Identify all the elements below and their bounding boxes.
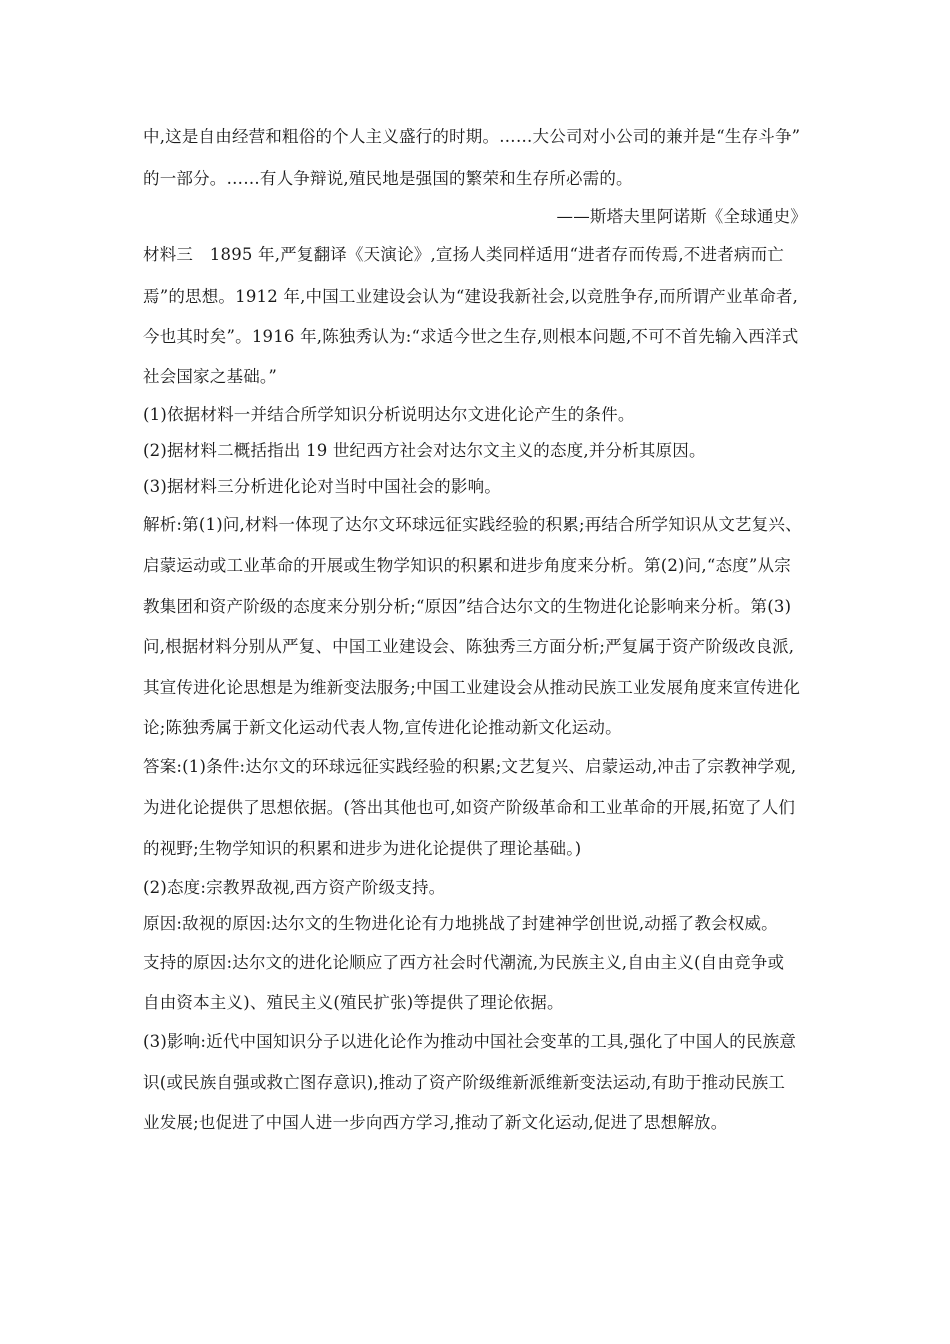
material-three-line-3: 今也其时矣”。1916 年,陈独秀认为:“求适今世之生存,则根本问题,不可不首先输入西洋式 (143, 327, 799, 346)
answer-line-1: 答案:(1)条件:达尔文的环球远征实践经验的积累;文艺复兴、启蒙运动,冲击了宗教神学观, (143, 757, 797, 776)
answer-line-3: 的视野;生物学知识的积累和进步为进化论提供了理论基础。) (143, 839, 582, 858)
answer-line-9: 识(或民族自强或救亡图存意识),推动了资产阶级维新派维新变法运动,有助于推动民族工 (143, 1073, 786, 1092)
analysis-line-3: 教集团和资产阶级的态度来分别分析;“原因”结合达尔文的生物进化论影响来分析。第(3) (143, 597, 792, 616)
answer-line-5: 原因:敌视的原因:达尔文的生物进化论有力地挑战了封建神学创世说,动摇了教会权威。 (143, 914, 778, 933)
material-two-line-2: 的一部分。……有人争辩说,殖民地是强国的繁荣和生存所必需的。 (143, 169, 633, 188)
material-three-line-4: 社会国家之基础。” (143, 367, 277, 386)
material-two-line-1: 中,这是自由经营和粗俗的个人主义盛行的时期。……大公司对小公司的兼并是“生存斗争” (143, 127, 801, 146)
question-1: (1)依据材料一并结合所学知识分析说明达尔文进化论产生的条件。 (143, 405, 635, 424)
analysis-line-4: 问,根据材料分别从严复、中国工业建设会、陈独秀三方面分析;严复属于资产阶级改良派, (143, 637, 795, 656)
answer-line-2: 为进化论提供了思想依据。(答出其他也可,如资产阶级革命和工业革命的开展,拓宽了人们 (143, 798, 796, 817)
analysis-line-1: 解析:第(1)问,材料一体现了达尔文环球远征实践经验的积累;再结合所学知识从文艺复兴、 (143, 515, 802, 534)
answer-line-6: 支持的原因:达尔文的进化论顺应了西方社会时代潮流,为民族主义,自由主义(自由竞争或 (143, 953, 785, 972)
material-two-source: ——斯塔夫里阿诺斯《全球通史》 (556, 207, 807, 226)
question-3: (3)据材料三分析进化论对当时中国社会的影响。 (143, 477, 501, 496)
answer-line-10: 业发展;也促进了中国人进一步向西方学习,推动了新文化运动,促进了思想解放。 (143, 1113, 728, 1132)
question-2: (2)据材料二概括指出 19 世纪西方社会对达尔文主义的态度,并分析其原因。 (143, 441, 706, 460)
answer-line-7: 自由资本主义)、殖民主义(殖民扩张)等提供了理论依据。 (143, 993, 564, 1012)
answer-line-8: (3)影响:近代中国知识分子以进化论作为推动中国社会变革的工具,强化了中国人的民族意 (143, 1032, 797, 1051)
material-three-line-2: 焉”的思想。1912 年,中国工业建设会认为“建设我新社会,以竞胜争存,而所谓产业革命者, (143, 287, 799, 306)
analysis-line-6: 论;陈独秀属于新文化运动代表人物,宣传进化论推动新文化运动。 (143, 718, 622, 737)
answer-line-4: (2)态度:宗教界敌视,西方资产阶级支持。 (143, 878, 446, 897)
material-three-line-1: 材料三 1895 年,严复翻译《天演论》,宣扬人类同样适用“进者存而传焉,不进者病而亡 (143, 245, 785, 264)
analysis-line-2: 启蒙运动或工业革命的开展或生物学知识的积累和进步角度来分析。第(2)问,“态度”从宗 (143, 556, 791, 575)
analysis-line-5: 其宣传进化论思想是为维新变法服务;中国工业建设会从推动民族工业发展角度来宣传进化 (143, 678, 801, 697)
